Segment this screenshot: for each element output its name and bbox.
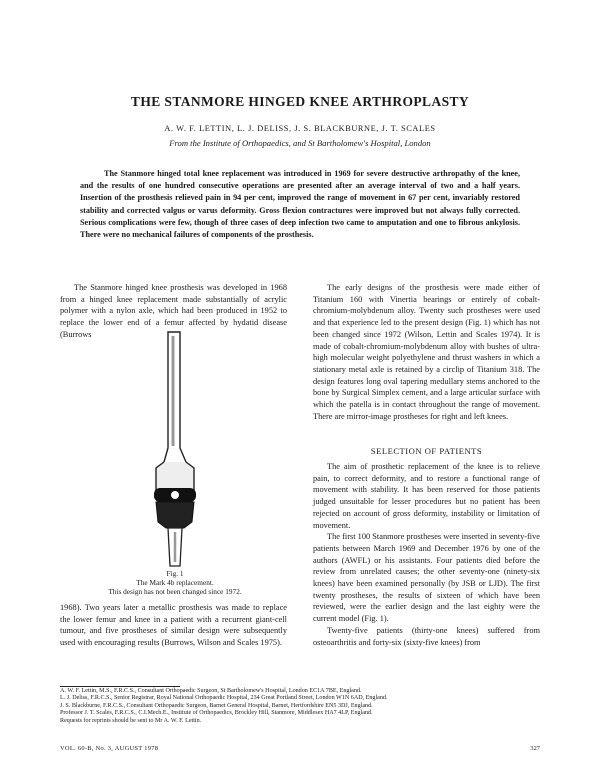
- footnote: J. S. Blackburne, F.R.C.S., Consultant Orthopaedic Surgeon, Barnet General Hospital, Barnet, Hertfordshire EN5 3DJ, England.: [60, 702, 373, 709]
- tibial-component: [156, 502, 194, 566]
- section-heading: SELECTION OF PATIENTS: [370, 446, 483, 456]
- selection-paragraph-1: The aim of prosthetic replacement of the knee is to relieve pain, to correct deformity, and to restore a functional range of movement with stability. It has been reserved for those patients judged unsuitable for lesser procedures but no patient has been rejected on account of gross deformity, instability or limitation of movement.: [313, 462, 540, 530]
- history-paragraph: 1968). Two years later a metallic prosthesis was made to replace the lower femur and knee in a patient with a recurrent giant-cell tumour, and five prostheses of similar design were subsequently used with encouraging results (Burrows, Wilson and Scales 1975).: [60, 603, 287, 648]
- footnote: Professor J. T. Scales, F.R.C.S., C.I.Mech.E., Institute of Orthopaedics, Brockley Hill, Stanmore, Middlesex HA7 4LP, England.: [60, 710, 373, 717]
- figure-caption: [70, 570, 280, 596]
- selection-paragraph-2: The first 100 Stanmore prostheses were inserted in seventy-five patients between March 1969 and December 1976 by one of the authors (AWFL) or his assistants. Four patients died before the review from unrelated causes; the other seventy-one (ninety-six knees) have been examined personally (by JSB or LJD). The first twenty prostheses, the results of sixteen of which have been reviewed, were the earlier design and the last eighty were the current model (Fig. 1).: [313, 532, 540, 624]
- page-number: 327: [530, 745, 540, 752]
- right-column-top: [313, 282, 540, 422]
- design-paragraph: The early designs of the prosthesis were made either of Titanium 160 with Vinertia bearings or entirely of cobalt-chromium-molybdenum alloy. Twenty such prostheses were used and that experience led to the present design (Fig. 1) which has not been changed since 1972 (Wilson, Lettin and Scales 1974). It is made of cobalt-chromium-molybdenum alloy with bushes of ultra-high molecular weight polyethylene and thrust washers in which a stationary metal axle is retained by a circlip of Titanium 318. The design features long oval tapering medullary stems anchored to the bone by Surgical Simplex cement, and a large articular surface with which the patella is in contact throughout the range of movement. There are mirror-image prostheses for right and left knees.: [313, 283, 540, 421]
- left-column-bottom: [60, 602, 287, 649]
- footnote: L. J. Deliss, F.R.C.S., Senior Registrar, Royal National Orthopaedic Hospital, 234 Great Portland Street, London W1N 6AD, England.: [60, 695, 388, 702]
- intro-paragraph: The Stanmore hinged knee prosthesis was developed in 1968 from a hinged knee replacement made substantially of acrylic polymer with a nylon axle, which had been produced in 1952 to replace the lower end of a femur affected by hydatid disease (Burrows: [60, 283, 287, 339]
- right-column-bottom: [313, 461, 540, 648]
- author-list: A. W. F. LETTIN, L. J. DELISS, J. S. BLACKBURNE, J. T. SCALES: [164, 124, 436, 133]
- journal-volume: VOL. 60-B, No. 3, AUGUST 1978: [60, 745, 159, 752]
- article-title: THE STANMORE HINGED KNEE ARTHROPLASTY: [130, 94, 470, 109]
- figure-1-image: [110, 328, 240, 568]
- affiliation: From the Institute of Orthopaedics, and St Bartholomew's Hospital, London: [169, 138, 431, 148]
- footnote: A. W. F. Lettin, M.S., F.R.C.S., Consultant Orthopaedic Surgeon, St Bartholomew's Hospital, London EC1A 7BE, England.: [60, 688, 362, 694]
- selection-paragraph-3: Twenty-five patients (thirty-one knees) suffered from osteoarthritis and forty-six (sixty-five knees) from: [313, 625, 540, 647]
- abstract: The Stanmore hinged total knee replacement was introduced in 1969 for severe destructive arthropathy of the knee, and the results of one hundred consecutive operations are presented after an average interval of two and a half years. Insertion of the prosthesis relieved pain in 94 per cent, improved the range of movement in 67 per cent, invariably restored stability and corrected valgus or varus deformity. Gross flexion contractures were improved but not always fully corrected. Serious complications were few, though of three cases of deep infection two came to amputation and one to fibrous ankylosis. There were no mechanical failures of components of the prosthesis.: [80, 169, 520, 240]
- femoral-component: [156, 332, 194, 490]
- footnote-divider: [60, 686, 180, 687]
- figure-label: Fig. 1: [166, 569, 184, 578]
- hinge-axle: [154, 488, 196, 502]
- footnote: Requests for reprints should be sent to Mr A. W. F. Lettin.: [60, 717, 202, 724]
- figure-caption-line-2: This design has not been changed since 1972.: [108, 586, 242, 596]
- figure-caption-line-1: The Mark 4b replacement.: [136, 577, 214, 587]
- footnotes: [60, 688, 540, 725]
